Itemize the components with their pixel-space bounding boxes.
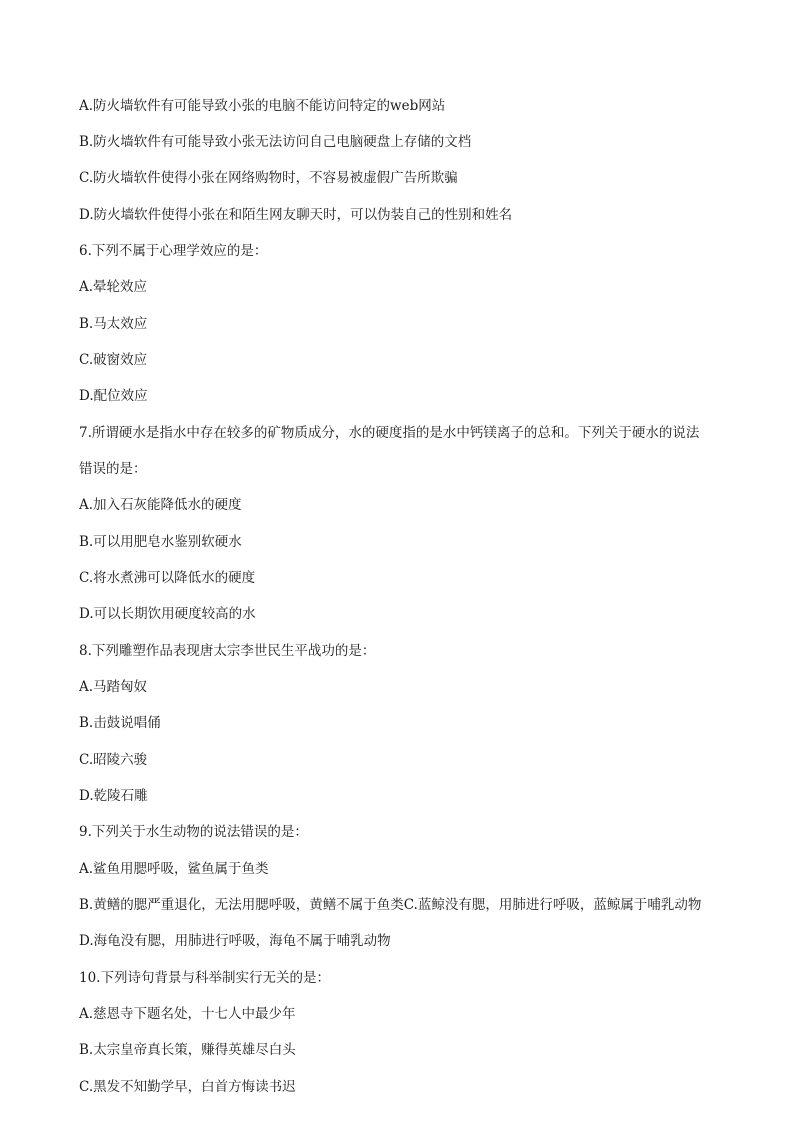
option-9b-9c: B.黄鳝的腮严重退化，无法用腮呼吸，黄鳝不属于鱼类C.蓝鲸没有腮，用肺进行呼吸，蓝鲸属于哺乳动物: [79, 897, 702, 913]
option-5d: D.防火墙软件使得小张在和陌生网友聊天时，可以伪装自己的性别和姓名: [79, 207, 513, 223]
option-5a: A.防火墙软件有可能导致小张的电脑不能访问特定的web网站: [79, 98, 446, 114]
option-7a: A.加入石灰能降低水的硬度: [79, 497, 242, 513]
option-7c: C.将水煮沸可以降低水的硬度: [79, 570, 256, 586]
option-8d: D.乾陵石雕: [79, 788, 148, 804]
option-9d: D.海龟没有腮，用肺进行呼吸，海龟不属于哺乳动物: [79, 933, 391, 949]
option-6b: B.马太效应: [79, 316, 148, 332]
question-6: 6.下列不属于心理学效应的是：: [79, 243, 268, 259]
option-6c: C.破窗效应: [79, 352, 148, 368]
option-10c: C.黑发不知勤学早，白首方悔读书迟: [79, 1079, 296, 1095]
question-8: 8.下列雕塑作品表现唐太宗李世民生平战功的是：: [79, 643, 376, 659]
question-10: 10.下列诗句背景与科举制实行无关的是：: [79, 970, 330, 986]
option-8b: B.击鼓说唱俑: [79, 715, 161, 731]
option-8a: A.马踏匈奴: [79, 679, 148, 695]
option-8c: C.昭陵六骏: [79, 752, 148, 768]
option-6d: D.配位效应: [79, 388, 148, 404]
question-7-cont: 错误的是：: [79, 461, 147, 477]
option-9a: A.鲨鱼用腮呼吸，鲨鱼属于鱼类: [79, 861, 269, 877]
option-5b: B.防火墙软件有可能导致小张无法访问自己电脑硬盘上存储的文档: [79, 134, 472, 150]
option-7b: B.可以用肥皂水鉴别软硬水: [79, 534, 242, 550]
question-9: 9.下列关于水生动物的说法错误的是：: [79, 824, 308, 840]
option-10a: A.慈恩寺下题名处，十七人中最少年: [79, 1006, 296, 1022]
option-10b: B.太宗皇帝真长策，赚得英雄尽白头: [79, 1042, 296, 1058]
option-5c: C.防火墙软件使得小张在网络购物时，不容易被虚假广告所欺骗: [79, 170, 458, 186]
question-7: 7.所谓硬水是指水中存在较多的矿物质成分，水的硬度指的是水中钙镁离子的总和。下列关于硬水的说法: [79, 425, 700, 441]
option-6a: A.晕轮效应: [79, 279, 148, 295]
option-7d: D.可以长期饮用硬度较高的水: [79, 606, 256, 622]
